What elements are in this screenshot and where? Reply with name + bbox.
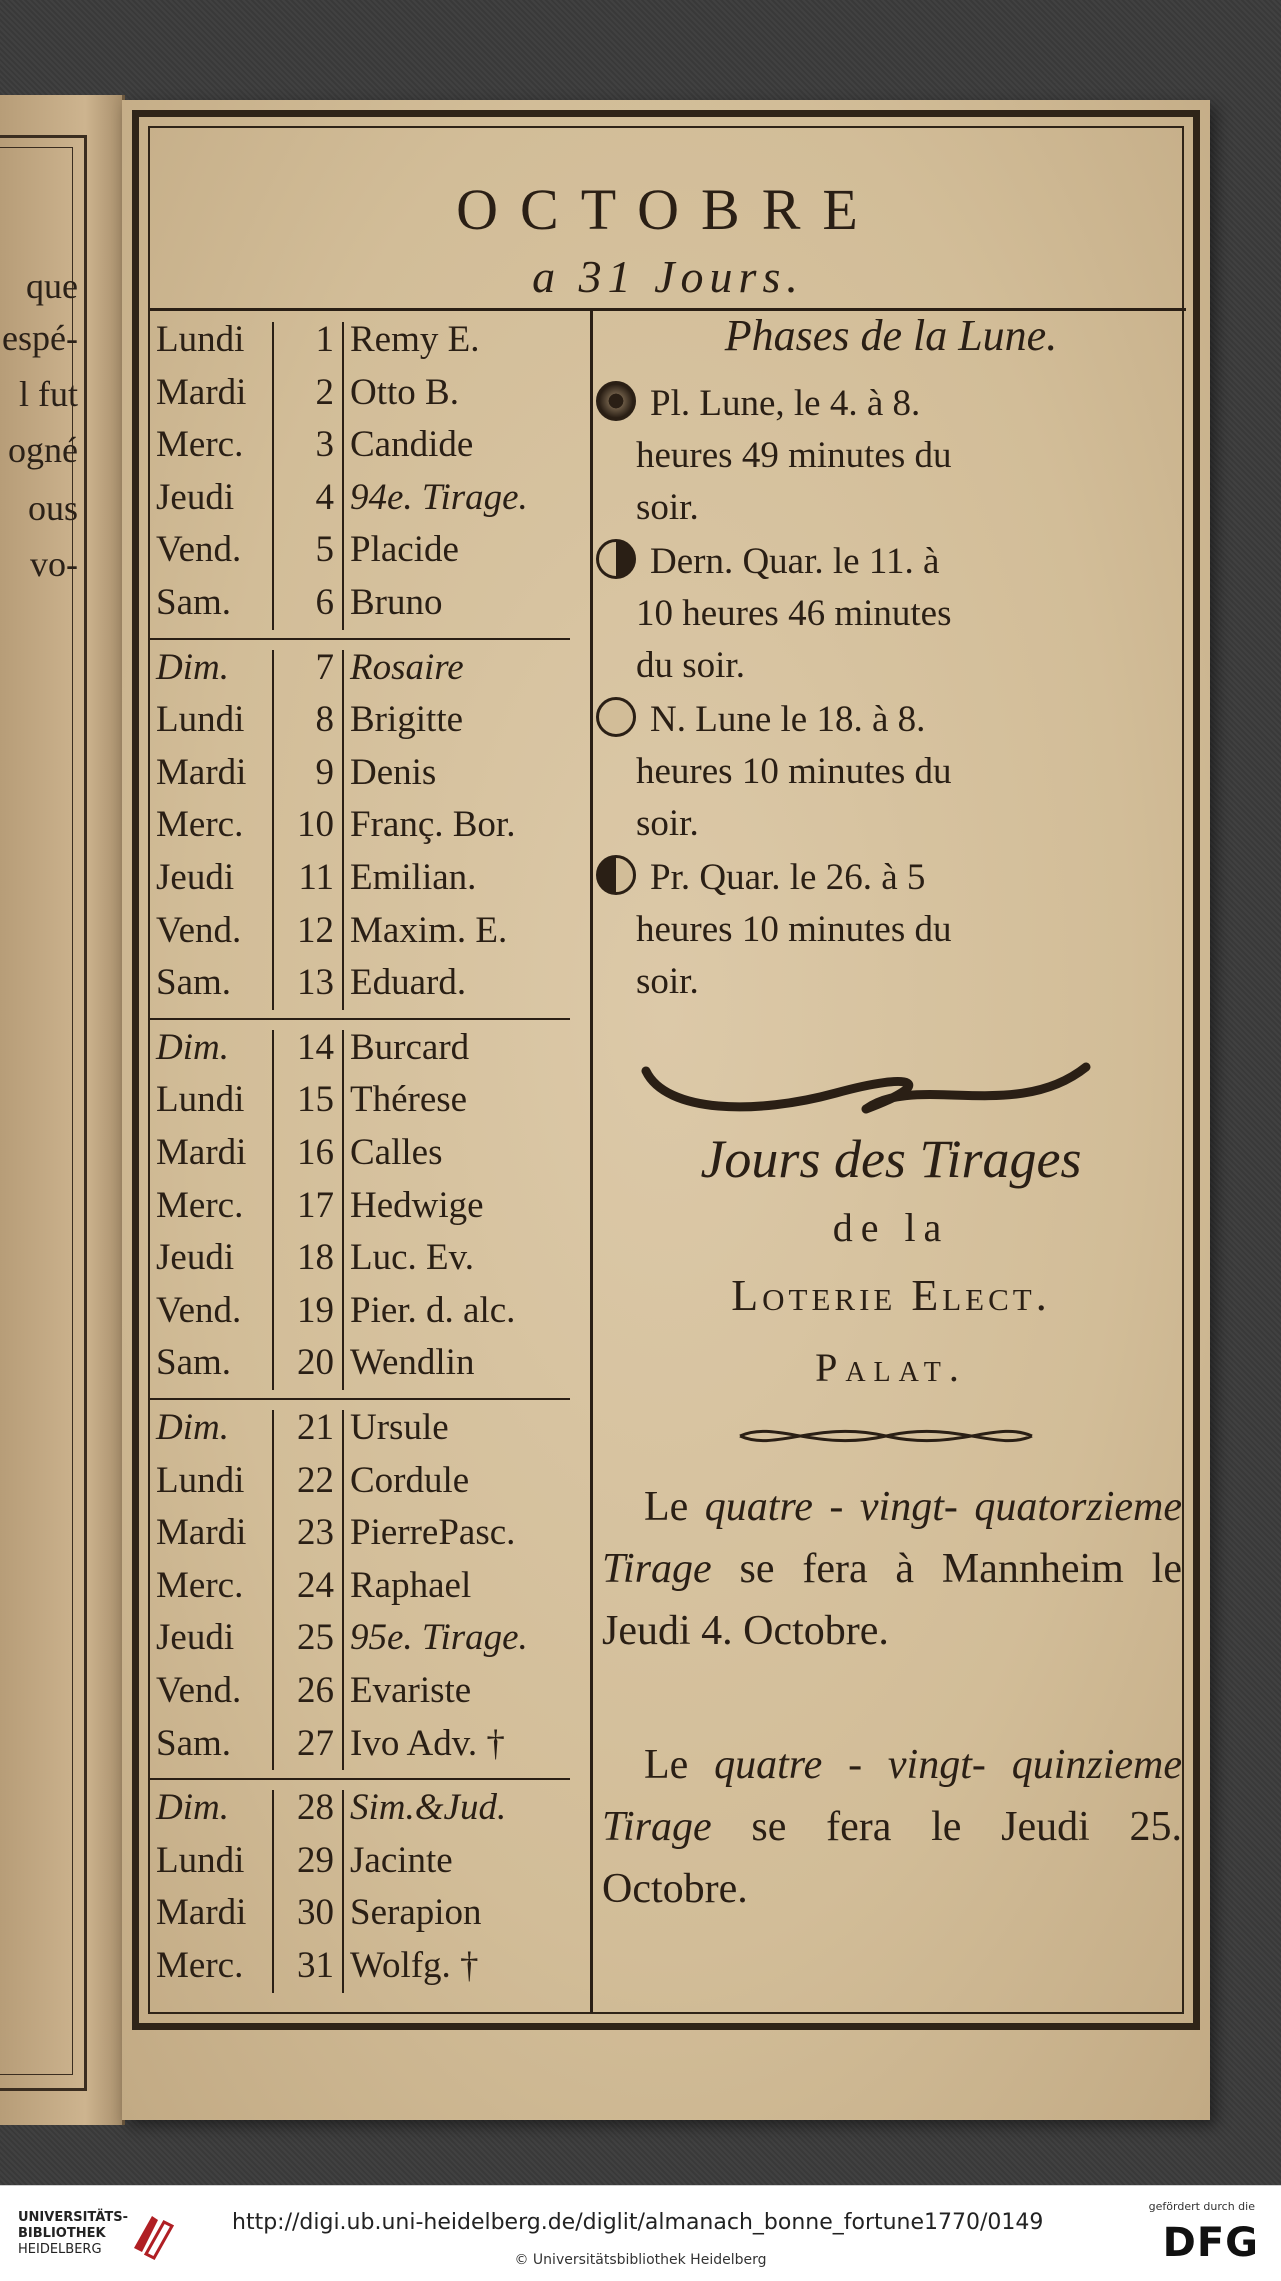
weekday-name: Sam. [156,1722,232,1764]
weekday-name: Lundi [156,319,245,360]
saint-name: Burcard [350,1026,470,1068]
lottery-de-la: de la [832,1205,950,1250]
moon-phase-first-quarter [596,852,1176,1008]
weekday-name: Lundi [156,1839,245,1881]
saint-name: Sim.&Jud. [350,1787,507,1829]
viewer-footer [0,2185,1281,2281]
lottery-paragraph-94 [602,1476,1182,1662]
saint-divider [342,650,344,1010]
saint-name: 95e. Tirage. [350,1617,528,1659]
day-number: 18 [297,1237,334,1279]
left-page-fragment: que [26,266,78,306]
moon-phase-full [596,378,1176,534]
weekday-name: Merc. [156,424,244,466]
weekday-name: Sam. [156,962,232,1004]
saint-name: Otto B. [350,371,459,413]
day-number: 22 [297,1459,334,1501]
day-number: 9 [315,751,334,793]
weekday-name: Merc. [156,1564,244,1606]
saint-name: Bruno [350,582,443,623]
day-number: 15 [297,1079,334,1121]
saint-name: Raphael [350,1564,472,1606]
week-divider [150,1778,570,1780]
saint-name: Ivo Adv. † [350,1722,505,1764]
copyright-notice: © Universitätsbibliothek Heidelberg [514,2252,767,2268]
day-number-divider [272,1410,274,1770]
phase-line: N. Lune le 18. à 8. [650,699,926,740]
weekday-name: Vend. [156,529,242,571]
left-page-fragment: ous [27,488,78,528]
saint-name: Rosaire [350,646,464,688]
calendar-day-row [150,1406,590,1458]
ub-logo-line: BIBLIOTHEK [18,2226,106,2241]
day-number: 30 [297,1892,334,1934]
saint-name: Wolfg. † [350,1945,479,1986]
funded-by-label: gefördert durch die [1148,2200,1255,2213]
day-number: 28 [297,1787,334,1829]
saint-name: Denis [350,751,437,793]
weekday-name: Dim. [156,646,229,688]
calendar-day-row [150,1459,590,1511]
month-title: OCTOBRE [456,177,880,242]
saint-name: Eduard. [350,962,467,1004]
saint-name: Emilian. [350,857,477,898]
calendar-day-row [150,1289,590,1341]
weekday-name: Jeudi [156,857,235,898]
phase-line: Dern. Quar. le 11. à [650,541,940,582]
left-page-fragment: espé- [2,318,78,358]
saint-name: Serapion [350,1892,482,1934]
day-number: 4 [315,476,334,518]
weekday-name: Mardi [156,1892,247,1934]
lottery-paragraph-95 [602,1734,1182,1920]
saint-name: Remy E. [350,319,480,360]
calendar-day-row [150,581,590,633]
saint-name: Franç. Bor. [350,804,516,846]
day-number: 20 [297,1342,334,1384]
week-divider [150,1398,570,1400]
saint-divider [342,1790,344,1992]
calendar-day-row [150,1839,590,1891]
calendar-day-row [150,961,590,1013]
calendar-day-row [150,1026,590,1078]
phase-line: heures 49 minutes du [636,435,952,476]
calendar-day-row [150,1616,590,1668]
calendar-day-row [150,423,590,475]
saint-name: Cordule [350,1459,470,1501]
swash-ornament [636,1053,1096,1133]
phase-line: heures 10 minutes du [636,751,952,792]
calendar-day-row [150,1944,590,1996]
weekday-name: Dim. [156,1407,229,1448]
para-italic: quatre - vingt- quinzieme Tirage [602,1742,1182,1850]
saint-name: Maxim. E. [350,909,508,951]
calendar-day-row [150,1341,590,1393]
saint-name: Thérese [350,1079,468,1121]
weekday-name: Merc. [156,1945,244,1986]
day-number: 31 [297,1945,334,1986]
phase-line: 10 heures 46 minutes [636,593,952,634]
para-italic: quatre - vingt- quatorzieme Tirage [602,1484,1182,1592]
ub-logo-text [18,2210,128,2258]
day-number: 3 [315,424,334,466]
last-quarter-moon-icon [596,539,636,579]
lottery-palat: Palat. [815,1345,967,1390]
day-number: 11 [298,857,334,898]
calendar-day-row [150,803,590,855]
day-number-divider [272,650,274,1010]
left-facing-page [0,95,125,2125]
para-text: se fera à Mannheim le Jeudi 4. Octobre. [602,1546,1182,1654]
almanac-page [122,100,1210,2120]
week-divider [150,638,570,640]
day-number-divider [272,322,274,630]
day-number: 8 [315,699,334,741]
saint-name: Calles [350,1132,443,1173]
calendar-day-row [150,856,590,908]
day-number: 25 [297,1617,334,1659]
left-page-fragment: ogné [8,430,78,470]
week-divider [150,1018,570,1020]
lottery-days-title: Jours des Tirages [700,1129,1082,1189]
saint-name: Jacinte [350,1839,453,1881]
calendar-day-row [150,1511,590,1563]
calendar-day-row [150,1236,590,1288]
saint-divider [342,1030,344,1390]
calendar-day-row [150,909,590,961]
weekday-name: Jeudi [156,1617,235,1659]
weekday-name: Jeudi [156,1237,235,1279]
saint-name: 94e. Tirage. [350,476,528,518]
day-number: 14 [297,1026,334,1068]
saint-name: Candide [350,424,474,466]
saint-divider [342,1410,344,1770]
phase-line: Pr. Quar. le 26. à 5 [650,857,926,898]
calendar-day-row [150,698,590,750]
day-number-divider [272,1790,274,1992]
first-quarter-moon-icon [596,855,636,895]
day-number: 21 [297,1407,334,1448]
calendar-day-row [150,1669,590,1721]
new-moon-icon [596,697,636,737]
saint-name: Hedwige [350,1184,484,1226]
day-number: 17 [297,1184,334,1226]
weekday-name: Sam. [156,1342,232,1384]
page-url-link[interactable]: http://digi.ub.uni-heidelberg.de/diglit/almanach_bonne_fortune1770/0149 [232,2210,1044,2235]
day-number: 12 [297,909,334,951]
saint-name: Luc. Ev. [350,1237,474,1279]
day-number: 19 [297,1289,334,1331]
weekday-name: Jeudi [156,476,235,518]
day-number: 7 [315,646,334,688]
calendar-day-row [150,318,590,370]
left-page-fragment: l fut [19,374,78,414]
weekday-name: Merc. [156,804,244,846]
saint-name: Evariste [350,1670,472,1711]
weekday-name: Lundi [156,1459,245,1501]
calendar-day-row [150,751,590,803]
day-number: 2 [315,371,334,413]
calendar-day-row [150,1564,590,1616]
saint-name: PierrePasc. [350,1512,516,1554]
day-number: 6 [315,582,334,623]
calendar-day-row [150,1131,590,1183]
left-page-fragment: vo- [30,544,78,584]
lottery-name: Loterie Elect. [731,1271,1051,1320]
saint-name: Wendlin [350,1342,475,1384]
weekday-name: Vend. [156,1289,242,1331]
day-number: 23 [297,1512,334,1554]
calendar-day-row [150,1722,590,1774]
day-number: 27 [297,1722,334,1764]
month-subtitle: a 31 Jours. [532,251,804,302]
weekday-name: Mardi [156,1132,247,1173]
weekday-name: Mardi [156,751,247,793]
weekday-name: Mardi [156,371,247,413]
calendar-day-row [150,528,590,580]
moon-phases-title: Phases de la Lune. [724,311,1058,360]
weekday-name: Dim. [156,1026,229,1068]
para-text: Le [644,1742,715,1788]
calendar-day-row [150,1891,590,1943]
day-number-divider [272,1030,274,1390]
saint-name: Ursule [350,1407,449,1448]
calendar-day-row [150,1184,590,1236]
phase-line: Pl. Lune, le 4. à 8. [650,383,921,424]
weekday-name: Lundi [156,699,245,741]
phase-line: soir. [636,803,699,844]
calendar-day-row [150,646,590,698]
moon-phase-last-quarter [596,536,1176,692]
dfg-logo[interactable]: DFG [1162,2220,1259,2266]
weekday-name: Lundi [156,1079,245,1121]
moon-phase-new [596,694,1176,850]
calendar-day-row [150,371,590,423]
day-number: 24 [297,1564,334,1606]
phase-line: du soir. [636,645,745,686]
para-text: Le [644,1484,705,1530]
weekday-name: Vend. [156,1670,242,1711]
day-number: 26 [297,1670,334,1711]
phase-line: soir. [636,487,699,528]
column-divider [590,311,593,2013]
ub-logo-line: HEIDELBERG [18,2242,102,2257]
calendar-day-row [150,476,590,528]
calendar-day-row [150,1078,590,1130]
weekday-name: Sam. [156,582,232,623]
saint-name: Placide [350,529,459,571]
saint-divider [342,322,344,630]
day-number: 5 [315,529,334,571]
phase-line: heures 10 minutes du [636,909,952,950]
phase-line: soir. [636,961,699,1002]
saint-name: Brigitte [350,699,464,741]
page-inner-border [148,126,1184,2014]
day-number: 16 [297,1132,334,1173]
weekday-name: Vend. [156,909,242,951]
weekday-name: Merc. [156,1184,244,1226]
day-number: 10 [297,804,334,846]
weekday-name: Mardi [156,1512,247,1554]
day-number: 29 [297,1839,334,1881]
day-number: 13 [297,962,334,1004]
para-text: se fera le Jeudi 25. Octobre. [602,1804,1182,1912]
weekday-name: Dim. [156,1787,229,1829]
calendar-day-row [150,1786,590,1838]
day-number: 1 [315,319,334,360]
divider-ornament [736,1418,1036,1454]
full-moon-icon [596,381,636,421]
saint-name: Pier. d. alc. [350,1289,516,1331]
ub-logo-line: UNIVERSITÄTS- [18,2210,128,2225]
